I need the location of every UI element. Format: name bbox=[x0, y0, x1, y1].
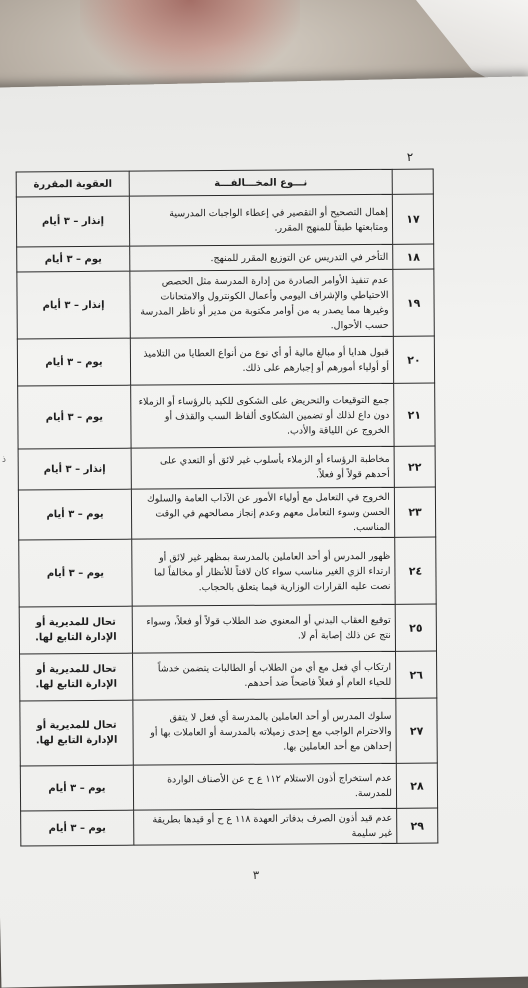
penalty-text: يوم – ٣ أيام bbox=[17, 246, 130, 272]
header-number bbox=[392, 169, 433, 194]
violation-text: سلوك المدرس أو أحد العاملين بالمدرسة أي فعل لا يتفق والاحترام الواجب مع إحدى زميلاته بالمدرسة أو العاملات بها أو إحداهن مع أحد العاملين بها. bbox=[133, 698, 396, 765]
table-row bbox=[20, 763, 437, 811]
table-row bbox=[20, 698, 437, 766]
table-header-row bbox=[16, 169, 433, 197]
violation-text: قبول هدايا أو مبالغ مالية أو أي نوع من أنواع العطايا من التلاميذ أو أولياء أمورهم أو إجبارهم على ذلك. bbox=[130, 336, 393, 385]
row-number: ٢٠ bbox=[393, 336, 434, 383]
violation-text: التأخر في التدريس عن التوزيع المقرر للمنهج. bbox=[130, 244, 393, 271]
table-row bbox=[16, 194, 433, 247]
penalty-text: تحال للمديرية أو الإدارة التابع لها. bbox=[20, 653, 133, 701]
penalty-text: يوم – ٣ أيام bbox=[21, 810, 134, 846]
violation-text: إهمال التصحيح أو التقصير في إعطاء الواجبات المدرسية ومتابعتها طبقاً للمنهج المقرر. bbox=[129, 194, 392, 246]
table-row bbox=[19, 604, 436, 654]
penalty-text: إنذار – ٣ أيام bbox=[16, 196, 129, 247]
row-number: ٢٨ bbox=[396, 763, 437, 808]
violation-text: توقيع العقاب البدني أو المعنوي ضد الطلاب قولاً أو فعلاً، وسواء نتج عن ذلك إصابة أم لا. bbox=[132, 604, 395, 653]
penalty-text: يوم – ٣ أيام bbox=[18, 385, 131, 449]
penalty-text: إنذار – ٣ أيام bbox=[18, 448, 131, 490]
penalty-text: تحال للمديرية أو الإدارة التابع لها. bbox=[19, 606, 132, 654]
penalty-text: تحال للمديرية أو الإدارة التابع لها. bbox=[20, 700, 133, 766]
header-penalty: العقوبة المقررة bbox=[16, 171, 129, 197]
row-number: ٢٥ bbox=[395, 604, 436, 651]
table-row bbox=[17, 269, 434, 339]
corner-label: ٢ bbox=[406, 150, 414, 164]
header-violation: نـــوع المخـــالفـــة bbox=[129, 169, 392, 196]
row-number: ٢٣ bbox=[394, 487, 435, 537]
row-number: ١٧ bbox=[392, 194, 433, 244]
penalty-text: إنذار – ٣ أيام bbox=[17, 271, 130, 339]
penalty-text: يوم – ٣ أيام bbox=[19, 539, 132, 607]
margin-mark: ذ bbox=[2, 455, 7, 465]
row-number: ٢١ bbox=[394, 383, 435, 446]
row-number: ٢٢ bbox=[394, 446, 435, 487]
penalty-text: يوم – ٣ أيام bbox=[17, 338, 130, 386]
row-number: ٢٩ bbox=[397, 808, 438, 843]
fabric-pattern bbox=[80, 0, 300, 85]
penalty-text: يوم – ٣ أيام bbox=[20, 765, 133, 811]
violation-text: ارتكاب أي فعل مع أي من الطلاب أو الطالبات يتضمن خدشاً للحياء العام أو فعلاً فاضحاً ضد أحدهم. bbox=[133, 651, 396, 700]
table-row bbox=[19, 537, 436, 607]
violation-text: جمع التوقيعات والتحريض على الشكوى للكيد بالرؤساء أو الزملاء دون داع لذلك أو تضمين الشكاوى ألفاظ السب والقذف أو الخروج عن اللياقة والأدب. bbox=[131, 383, 394, 448]
row-number: ٢٤ bbox=[395, 537, 436, 604]
table-row bbox=[21, 808, 438, 846]
table-row bbox=[18, 487, 435, 540]
violation-text: عدم استخراج أذون الاستلام ١١٢ ع ح عن الأصناف الواردة للمدرسة. bbox=[133, 763, 396, 810]
violation-text: ظهور المدرس أو أحد العاملين بالمدرسة بمظهر غير لائق أو ارتداء الزي الغير مناسب سواء كان لافتاً للأنظار أو مخالفاً لما نصت عليه القرارات الوزارية فيما يتعلق بالحجاب. bbox=[132, 537, 395, 606]
table-row bbox=[17, 336, 434, 386]
table-row bbox=[20, 651, 437, 701]
page-number: ٣ bbox=[252, 868, 260, 882]
row-number: ٢٧ bbox=[396, 698, 437, 763]
row-number: ١٨ bbox=[393, 244, 434, 269]
violation-text: عدم تنفيذ الأوامر الصادرة من إدارة المدرسة مثل الحصص الاحتياطي والإشراف اليومي وأعمال الكونترول والامتحانات وغيرها مما يصدر به من أوامر مكتوبة من مدير أو ناظر المدرسة حسب الأحوال. bbox=[130, 269, 393, 338]
violations-table bbox=[16, 169, 439, 847]
table-row bbox=[18, 446, 435, 490]
table-row bbox=[18, 383, 435, 449]
violation-text: مخاطبة الرؤساء أو الزملاء بأسلوب غير لائق أو التعدي على أحدهم قولاً أو فعلاً. bbox=[131, 446, 394, 489]
violation-text: عدم قيد أذون الصرف بدفاتر العهدة ١١٨ ع ح أو قيدها بطريقة غير سليمة bbox=[134, 808, 397, 845]
violation-text: الخروج في التعامل مع أولياء الأمور عن الآداب العامة والسلوك الحسن وسوء التعامل معهم وعدم إنجاز مصالحهم في الوقت المناسب. bbox=[131, 487, 394, 539]
row-number: ٢٦ bbox=[396, 651, 437, 698]
penalty-text: يوم – ٣ أيام bbox=[18, 489, 131, 540]
table-row bbox=[17, 244, 434, 272]
row-number: ١٩ bbox=[393, 269, 434, 336]
